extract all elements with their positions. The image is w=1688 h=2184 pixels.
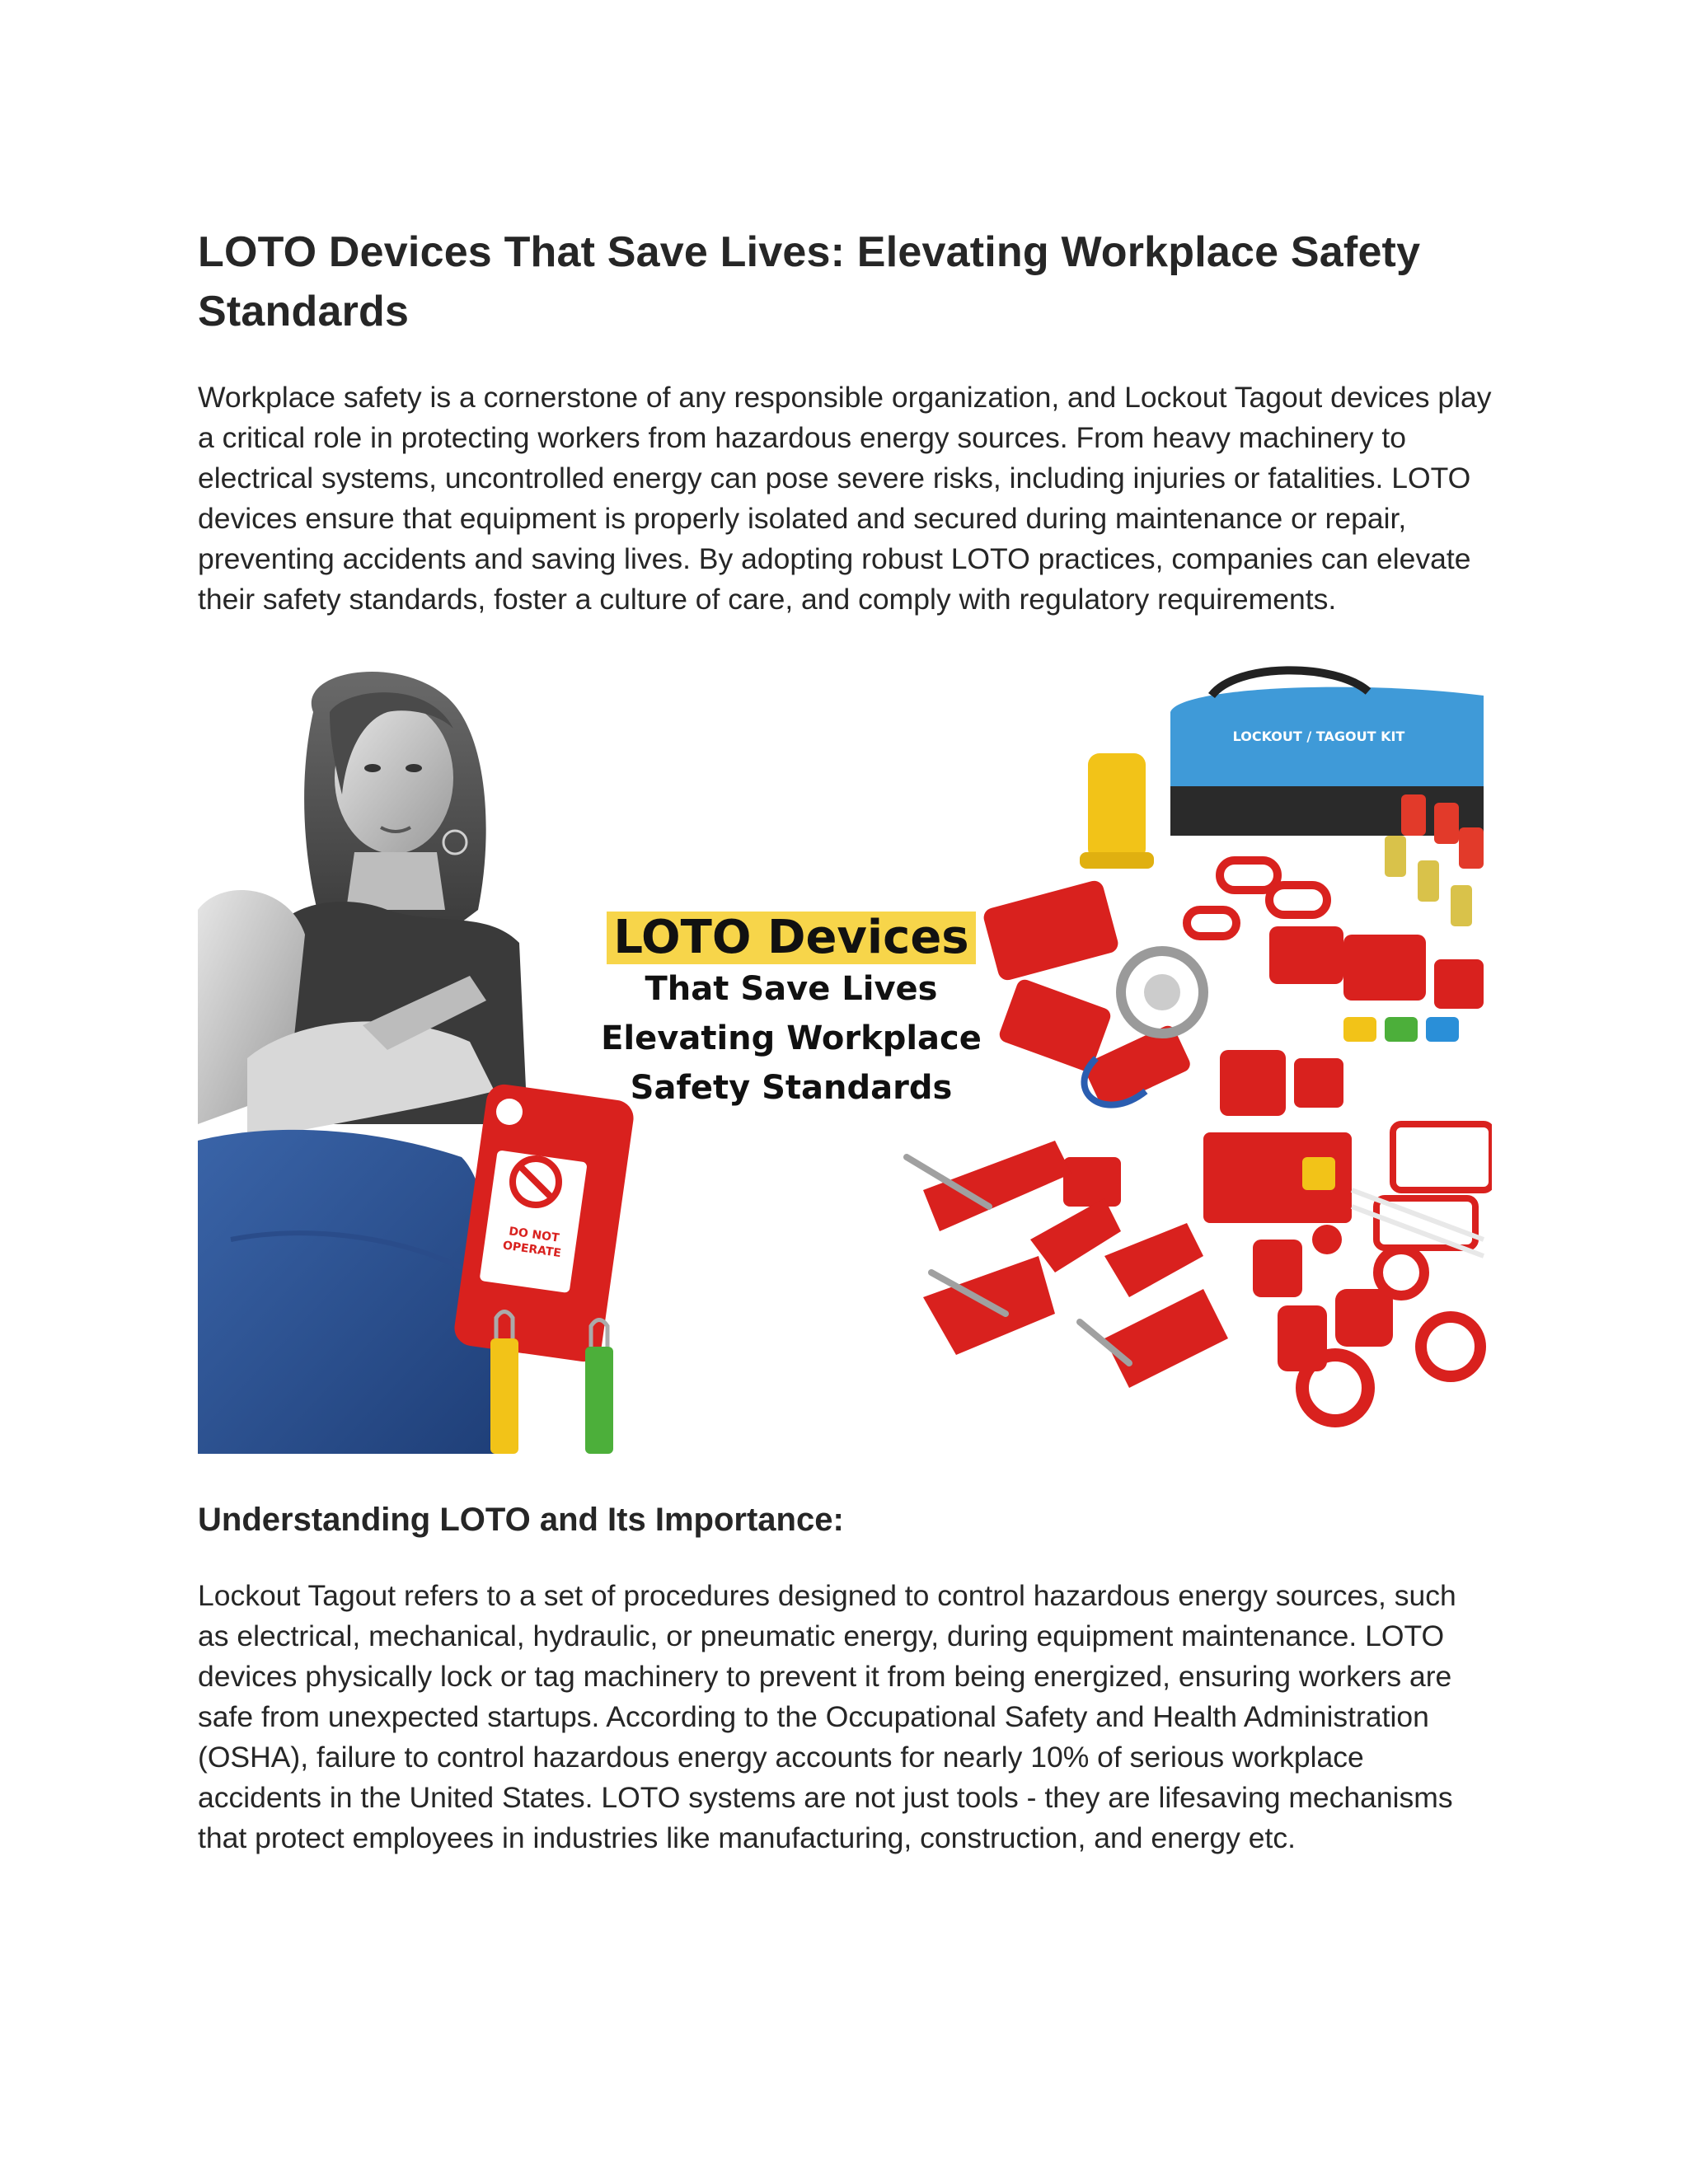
hero-line-1: LOTO Devices [607,912,975,964]
hero-line-3: Elevating Workplace [601,1019,982,1057]
section-paragraph: Lockout Tagout refers to a set of procedures designed to control hazardous energy sources, such as electrical, mechanical, hydraulic, or pneumatic energy, during equipment maintenance. LOTO devices physically lock or tag machinery to prevent it from being energized, ensuring workers are safe from unexpected startups. According to the Occupational Safety and Health Administration (OSHA), failure to control hazardous energy accounts for nearly 10% of serious workplace accidents in the United States. LOTO systems are not just tools - they are lifesaving mechanisms that protect employees in industries like manufacturing, construction, and energy etc. [198,1579,1456,1854]
tag-text-1: DO NOT [508,1225,560,1245]
intro-paragraph: Workplace safety is a cornerstone of any responsible organization, and Lockout Tagout devices play a critical role in protecting workers from hazardous energy sources. From heavy machinery to electrical systems, uncontrolled energy can pose severe risks, including injuries or fatalities. LOTO devices ensure that equipment is properly isolated and secured during maintenance or repair, preventing accidents and saving lives. By adopting robust LOTO practices, companies can elevate their safety standards, foster a culture of care, and comply with regulatory requirements. [198,381,1492,616]
article-title: LOTO Devices That Save Lives: Elevating Workplace Safety Standards [198,228,1421,335]
hero-caption [560,912,1022,1113]
hero-image [198,663,1492,1454]
bag-label: LOCKOUT / TAGOUT KIT [1232,729,1405,744]
hero-line-2: That Save Lives [645,970,938,1008]
hero-line-4: Safety Standards [630,1069,953,1107]
section-heading: Understanding LOTO and Its Importance: [198,1502,844,1538]
tag-text-2: OPERATE [501,1239,562,1261]
document-page [198,223,1492,1858]
